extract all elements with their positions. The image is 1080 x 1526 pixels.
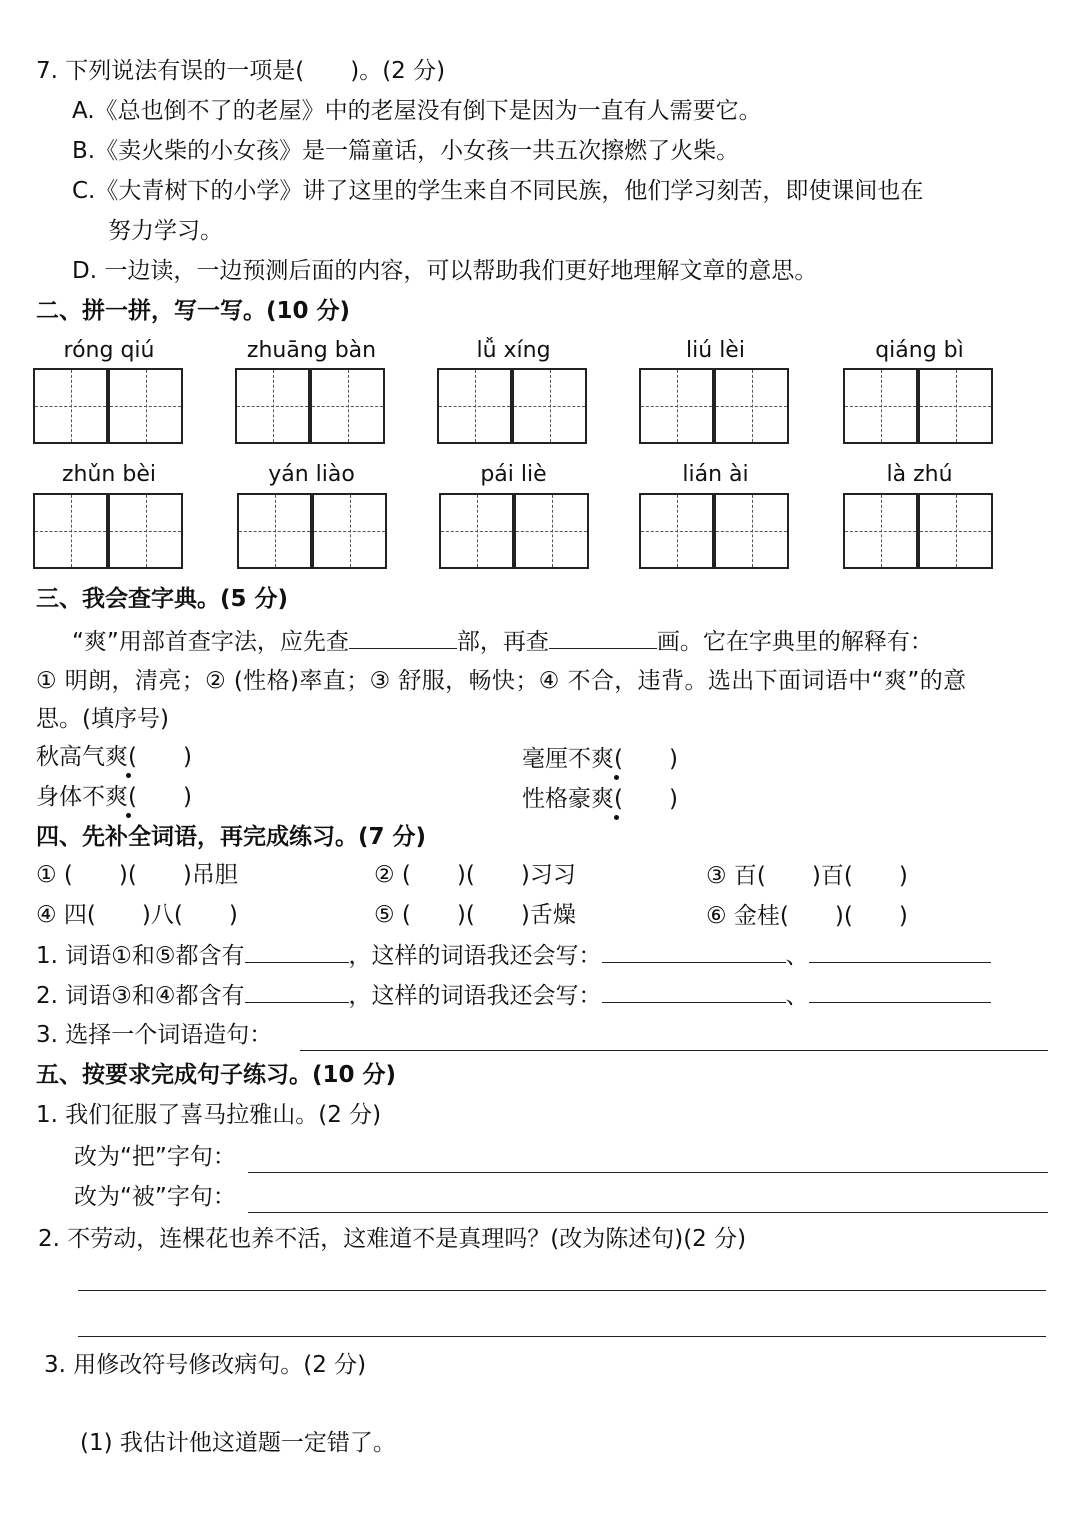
s4-item-6: ⑥ 金桂( )( ) [706, 903, 908, 929]
s4-q1-text-b: ，这样的词语我还会写： [348, 943, 602, 969]
s5-question-1: 1. 我们征服了喜马拉雅山。(2 分) [36, 1102, 382, 1128]
s4-item-2: ② ( )( )习习 [374, 862, 576, 888]
s4-question-1 [36, 940, 991, 971]
s4-item-5: ⑤ ( )( )舌燥 [374, 902, 576, 928]
char-box[interactable] [235, 368, 310, 444]
emphasis-dot [126, 813, 131, 818]
section-4-title: 四、先补全词语，再完成练习。(7 分) [36, 824, 427, 850]
s3-text-b: 部，再查 [456, 629, 549, 655]
pinyin-1: róng qiú [63, 338, 155, 363]
s3-word-3: 身体不爽( ) [36, 784, 192, 810]
s4-q2-blank[interactable] [245, 980, 349, 1003]
pinyin-6: zhǔn bèi [62, 462, 156, 487]
s4-q2-text-b: ，这样的词语我还会写： [348, 983, 602, 1009]
pinyin-8: pái liè [480, 462, 547, 487]
q7-option-c-line2: 努力学习。 [108, 218, 223, 244]
pinyin-9: lián ài [682, 462, 749, 487]
s4-q1-blank[interactable] [245, 940, 349, 963]
char-box[interactable] [843, 493, 918, 569]
emphasis-dot [126, 773, 131, 778]
s5-q2-answer-line-1[interactable] [78, 1290, 1046, 1291]
s3-word-2: 毫厘不爽( ) [522, 746, 678, 772]
char-box[interactable] [918, 493, 993, 569]
char-box[interactable] [918, 368, 993, 444]
pinyin-10: là zhú [886, 462, 953, 487]
char-box[interactable] [639, 368, 714, 444]
s4-q2-answer-1[interactable] [602, 980, 786, 1003]
s4-q3-answer-line[interactable] [300, 1050, 1048, 1051]
pinyin-3: lǚ xíng [476, 338, 551, 363]
q7-option-b: B.《卖火柴的小女孩》是一篇童话，小女孩一共五次擦燃了火柴。 [72, 138, 740, 164]
s5-bei-answer-line[interactable] [248, 1212, 1048, 1213]
s3-text-c: 画。它在字典里的解释有： [656, 629, 933, 655]
char-box[interactable] [639, 493, 714, 569]
pinyin-5: qiáng bì [875, 338, 964, 363]
stroke-count-blank[interactable] [549, 626, 657, 649]
s4-question-2 [36, 980, 991, 1011]
emphasis-dot [614, 815, 619, 820]
char-box[interactable] [310, 368, 385, 444]
q7-stem: 7. 下列说法有误的一项是( )。(2 分) [36, 58, 446, 84]
pinyin-4: liú lèi [686, 338, 745, 363]
section-2-title: 二、拼一拼，写一写。(10 分) [36, 298, 351, 324]
s4-q1-text-a: 1. 词语①和⑤都含有 [36, 943, 245, 969]
s5-question-3-1: (1) 我估计他这道题一定错了。 [80, 1430, 396, 1456]
pinyin-2: zhuāng bàn [246, 338, 377, 363]
char-box[interactable] [33, 368, 108, 444]
s5-question-2: 2. 不劳动，连棵花也养不活，这难道不是真理吗？(改为陈述句)(2 分) [38, 1226, 747, 1252]
char-box[interactable] [714, 493, 789, 569]
pinyin-7: yán liào [268, 462, 355, 487]
s4-q1-answer-1[interactable] [602, 940, 786, 963]
char-box[interactable] [843, 368, 918, 444]
s4-q1-answer-2[interactable] [809, 940, 991, 963]
s4-item-3: ③ 百( )百( ) [706, 863, 908, 889]
s5-bei-label: 改为“被”字句： [74, 1184, 236, 1210]
s5-ba-answer-line[interactable] [248, 1172, 1048, 1173]
char-box[interactable] [237, 493, 312, 569]
s3-paragraph-3: 思。(填序号) [36, 706, 169, 732]
radical-blank[interactable] [349, 626, 457, 649]
char-box[interactable] [439, 493, 514, 569]
char-box[interactable] [437, 368, 512, 444]
s3-word-4: 性格豪爽( ) [522, 786, 678, 812]
s4-item-1: ① ( )( )吊胆 [36, 862, 238, 888]
s5-q2-answer-line-2[interactable] [78, 1336, 1046, 1337]
s4-question-3: 3. 选择一个词语造句： [36, 1022, 273, 1048]
s5-ba-label: 改为“把”字句： [74, 1144, 236, 1170]
s3-word-1: 秋高气爽( ) [36, 744, 192, 770]
s4-q2-answer-2[interactable] [809, 980, 991, 1003]
char-box[interactable] [512, 368, 587, 444]
q7-option-d: D. 一边读，一边预测后面的内容，可以帮助我们更好地理解文章的意思。 [72, 258, 818, 284]
s4-q2-sep: 、 [785, 983, 809, 1009]
section-3-title: 三、我会查字典。(5 分) [36, 586, 289, 612]
s4-item-4: ④ 四( )八( ) [36, 902, 238, 928]
char-box[interactable] [108, 368, 183, 444]
q7-option-a: A.《总也倒不了的老屋》中的老屋没有倒下是因为一直有人需要它。 [72, 98, 762, 124]
char-box[interactable] [108, 493, 183, 569]
section-5-title: 五、按要求完成句子练习。(10 分) [36, 1062, 397, 1088]
s3-text-a: “爽”用部首查字法，应先查 [72, 629, 349, 655]
char-box[interactable] [312, 493, 387, 569]
char-box[interactable] [714, 368, 789, 444]
char-box[interactable] [514, 493, 589, 569]
emphasis-dot [614, 775, 619, 780]
s4-q1-sep: 、 [785, 943, 809, 969]
s4-q2-text-a: 2. 词语③和④都含有 [36, 983, 245, 1009]
s3-paragraph-1 [72, 626, 933, 657]
s5-question-3: 3. 用修改符号修改病句。(2 分) [44, 1352, 367, 1378]
q7-option-c-line1: C.《大青树下的小学》讲了这里的学生来自不同民族，他们学习刻苦，即使课间也在 [72, 178, 924, 204]
s3-paragraph-2: ① 明朗，清亮；② (性格)率直；③ 舒服，畅快；④ 不合，违背。选出下面词语中“爽”的意 [36, 668, 967, 694]
char-box[interactable] [33, 493, 108, 569]
